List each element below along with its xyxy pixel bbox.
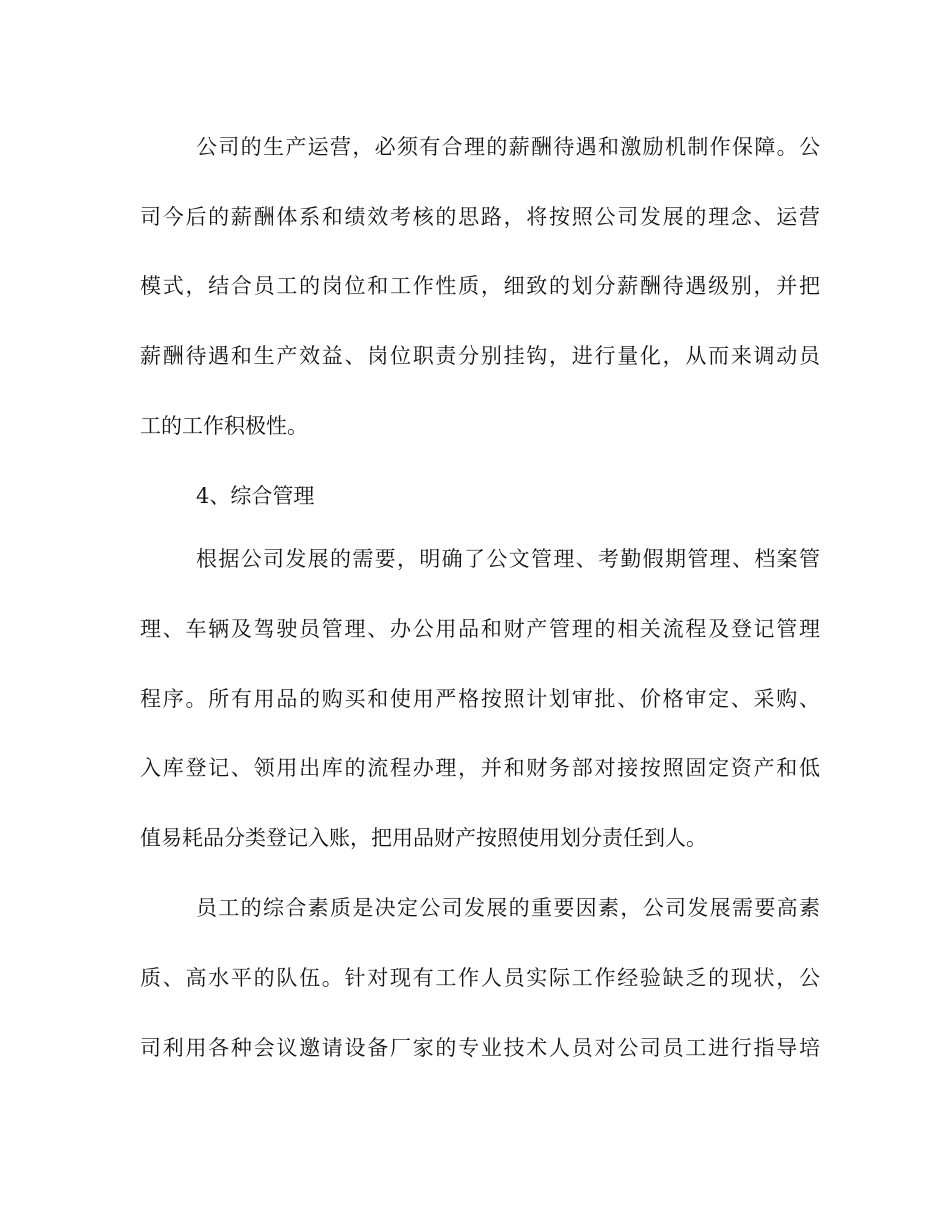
- paragraph-1-line-1: 公司的生产运营，必须有合理的薪酬待遇和激励机制作保障。公: [196, 135, 820, 159]
- paragraph-1-line-3: 模式，结合员工的岗位和工作性质，细致的划分薪酬待遇级别，并把: [140, 274, 820, 298]
- paragraph-1-line-5: 工的工作积极性。: [140, 414, 308, 438]
- paragraph-2-line-2: 理、车辆及驾驶员管理、办公用品和财产管理的相关流程及登记管理: [140, 617, 820, 641]
- section-heading: 4、综合管理: [196, 484, 315, 508]
- paragraph-2-line-4: 入库登记、领用出库的流程办理，并和财务部对接按照固定资产和低: [140, 756, 820, 780]
- paragraph-2-line-1: 根据公司发展的需要，明确了公文管理、考勤假期管理、档案管: [196, 547, 820, 571]
- paragraph-3-line-2: 质、高水平的队伍。针对现有工作人员实际工作经验缺乏的现状，公: [140, 966, 820, 990]
- paragraph-2-line-5: 值易耗品分类登记入账，把用品财产按照使用划分责任到人。: [140, 826, 707, 850]
- paragraph-1-line-2: 司今后的薪酬体系和绩效考核的思路，将按照公司发展的理念、运营: [140, 205, 820, 229]
- paragraph-3-line-3: 司利用各种会议邀请设备厂家的专业技术人员对公司员工进行指导培: [140, 1036, 820, 1060]
- paragraph-3-line-1: 员工的综合素质是决定公司发展的重要因素，公司发展需要高素: [196, 896, 820, 920]
- paragraph-2-line-3: 程序。所有用品的购买和使用严格按照计划审批、价格审定、采购、: [140, 687, 820, 711]
- paragraph-1-line-4: 薪酬待遇和生产效益、岗位职责分别挂钩，进行量化，从而来调动员: [140, 344, 820, 368]
